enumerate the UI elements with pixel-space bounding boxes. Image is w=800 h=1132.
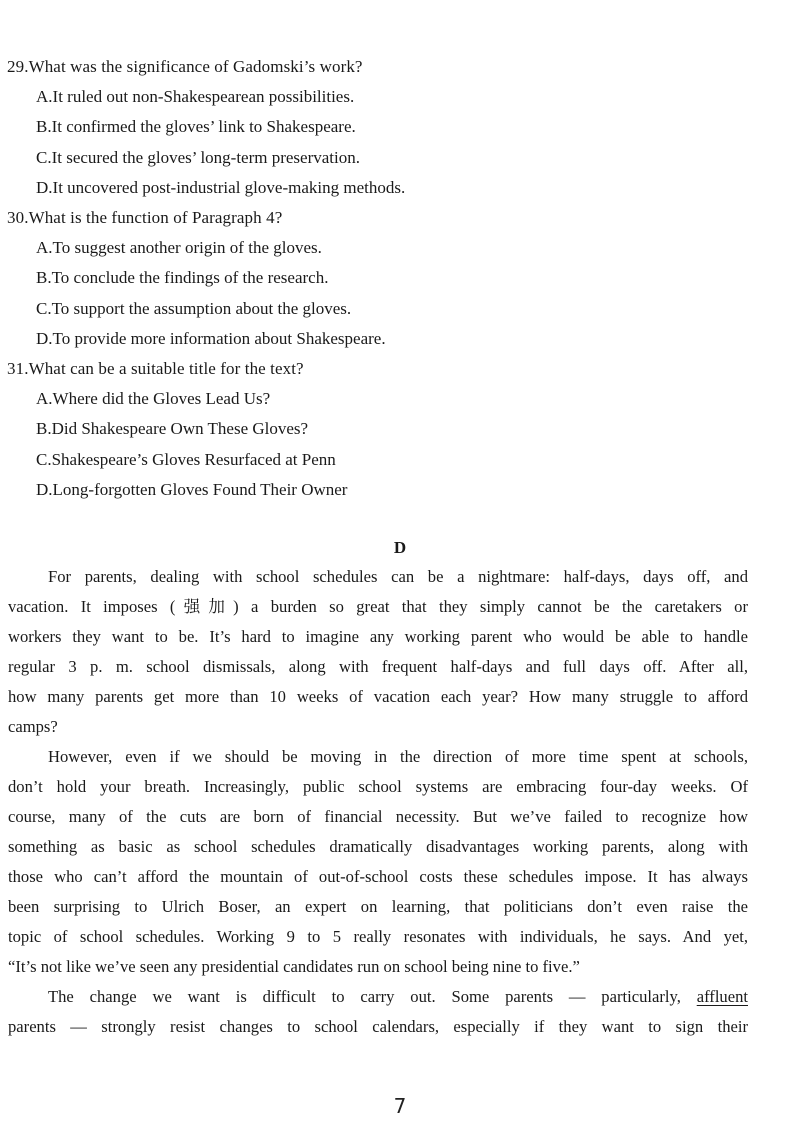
option-text: It uncovered post-industrial glove-making methods. <box>52 177 406 197</box>
passage-line: vacation. It imposes (强加) a burden so great that they simply cannot be the caretakers or <box>8 597 748 616</box>
option-b <box>7 263 747 293</box>
option-letter: A. <box>36 87 53 107</box>
passage-paragraph-1 <box>8 562 748 742</box>
option-a <box>7 82 747 112</box>
passage-line: how many parents get more than 10 weeks of vacation each year? How many struggle to afford <box>8 687 748 706</box>
option-letter: B. <box>36 268 52 288</box>
section-heading: D <box>393 538 407 557</box>
question-stem <box>7 203 747 233</box>
option-letter: D. <box>36 177 53 197</box>
option-text: To conclude the findings of the research. <box>51 268 329 288</box>
question-number: 31. <box>7 359 29 379</box>
question-31 <box>7 354 747 505</box>
option-letter: B. <box>36 117 52 137</box>
reading-passage <box>8 562 748 1042</box>
option-d <box>7 324 747 354</box>
page-number: 7 <box>393 1094 407 1118</box>
passage-line: course, many of the cuts are born of financial necessity. But we’ve failed to recognize how <box>8 807 748 826</box>
option-letter: B. <box>36 419 52 439</box>
option-text: Did Shakespeare Own These Gloves? <box>51 419 309 439</box>
question-text: What is the function of Paragraph 4? <box>28 208 283 228</box>
underlined-vocabulary-word: affluent <box>696 987 748 1006</box>
question-29 <box>7 52 747 203</box>
option-a <box>7 233 747 263</box>
question-stem <box>7 354 747 384</box>
option-text: It ruled out non-Shakespearean possibilities. <box>52 87 355 107</box>
passage-line: something as basic as school schedules dramatically disadvantages working parents, along with <box>8 837 748 856</box>
passage-line: those who can’t afford the mountain of out-of-school costs these schedules impose. It has always <box>8 867 748 886</box>
option-text: To provide more information about Shakespeare. <box>52 328 386 348</box>
question-30 <box>7 203 747 354</box>
question-list <box>7 52 747 505</box>
option-c <box>7 143 747 173</box>
option-letter: C. <box>36 449 52 469</box>
option-letter: C. <box>36 298 52 318</box>
option-c <box>7 445 747 475</box>
option-b <box>7 414 747 444</box>
question-number: 30. <box>7 208 29 228</box>
passage-line: For parents, dealing with school schedules can be a nightmare: half-days, days off, and <box>48 567 748 586</box>
option-a <box>7 384 747 414</box>
passage-text: The change we want is difficult to carry out. Some parents — particularly, <box>48 987 681 1006</box>
passage-line: don’t hold your breath. Increasingly, public school systems are embracing four-day weeks. Of <box>8 777 748 796</box>
question-number: 29. <box>7 57 29 76</box>
question-text: What can be a suitable title for the text? <box>28 359 304 379</box>
option-text: It confirmed the gloves’ link to Shakespeare. <box>51 117 356 137</box>
passage-line: workers they want to be. It’s hard to imagine any working parent who would be able to handle <box>8 627 748 646</box>
option-text: Where did the Gloves Lead Us? <box>52 389 271 409</box>
option-letter: A. <box>36 238 53 258</box>
passage-line: parents — strongly resist changes to school calendars, especially if they want to sign their <box>8 1017 748 1036</box>
option-text: It secured the gloves’ long-term preservation. <box>51 147 361 167</box>
option-b <box>7 112 747 142</box>
option-text: To suggest another origin of the gloves. <box>52 238 322 258</box>
passage-line <box>8 982 748 1012</box>
option-text: Long-forgotten Gloves Found Their Owner <box>52 479 348 499</box>
option-letter: A. <box>36 389 53 409</box>
option-letter: D. <box>36 328 53 348</box>
passage-line: regular 3 p. m. school dismissals, along with frequent half-days and full days off. After all, <box>8 657 748 676</box>
option-letter: C. <box>36 147 52 167</box>
passage-paragraph-2 <box>8 742 748 982</box>
option-text: To support the assumption about the gloves. <box>51 298 352 318</box>
passage-paragraph-3 <box>8 982 748 1042</box>
question-stem <box>7 52 747 82</box>
passage-line: topic of school schedules. Working 9 to 5 really resonates with individuals, he says. And yet, <box>8 927 748 946</box>
option-d <box>7 475 747 505</box>
option-text: Shakespeare’s Gloves Resurfaced at Penn <box>51 449 336 469</box>
option-letter: D. <box>36 479 53 499</box>
passage-line: However, even if we should be moving in the direction of more time spent at schools, <box>48 747 748 766</box>
passage-line: camps? <box>8 717 58 736</box>
option-c <box>7 294 747 324</box>
question-text: What was the significance of Gadomski’s work? <box>28 57 363 76</box>
passage-line: been surprising to Ulrich Boser, an expert on learning, that politicians don’t even raise the <box>8 897 748 916</box>
option-d <box>7 173 747 203</box>
passage-line: “It’s not like we’ve seen any presidential candidates run on school being nine to five.” <box>8 957 580 976</box>
